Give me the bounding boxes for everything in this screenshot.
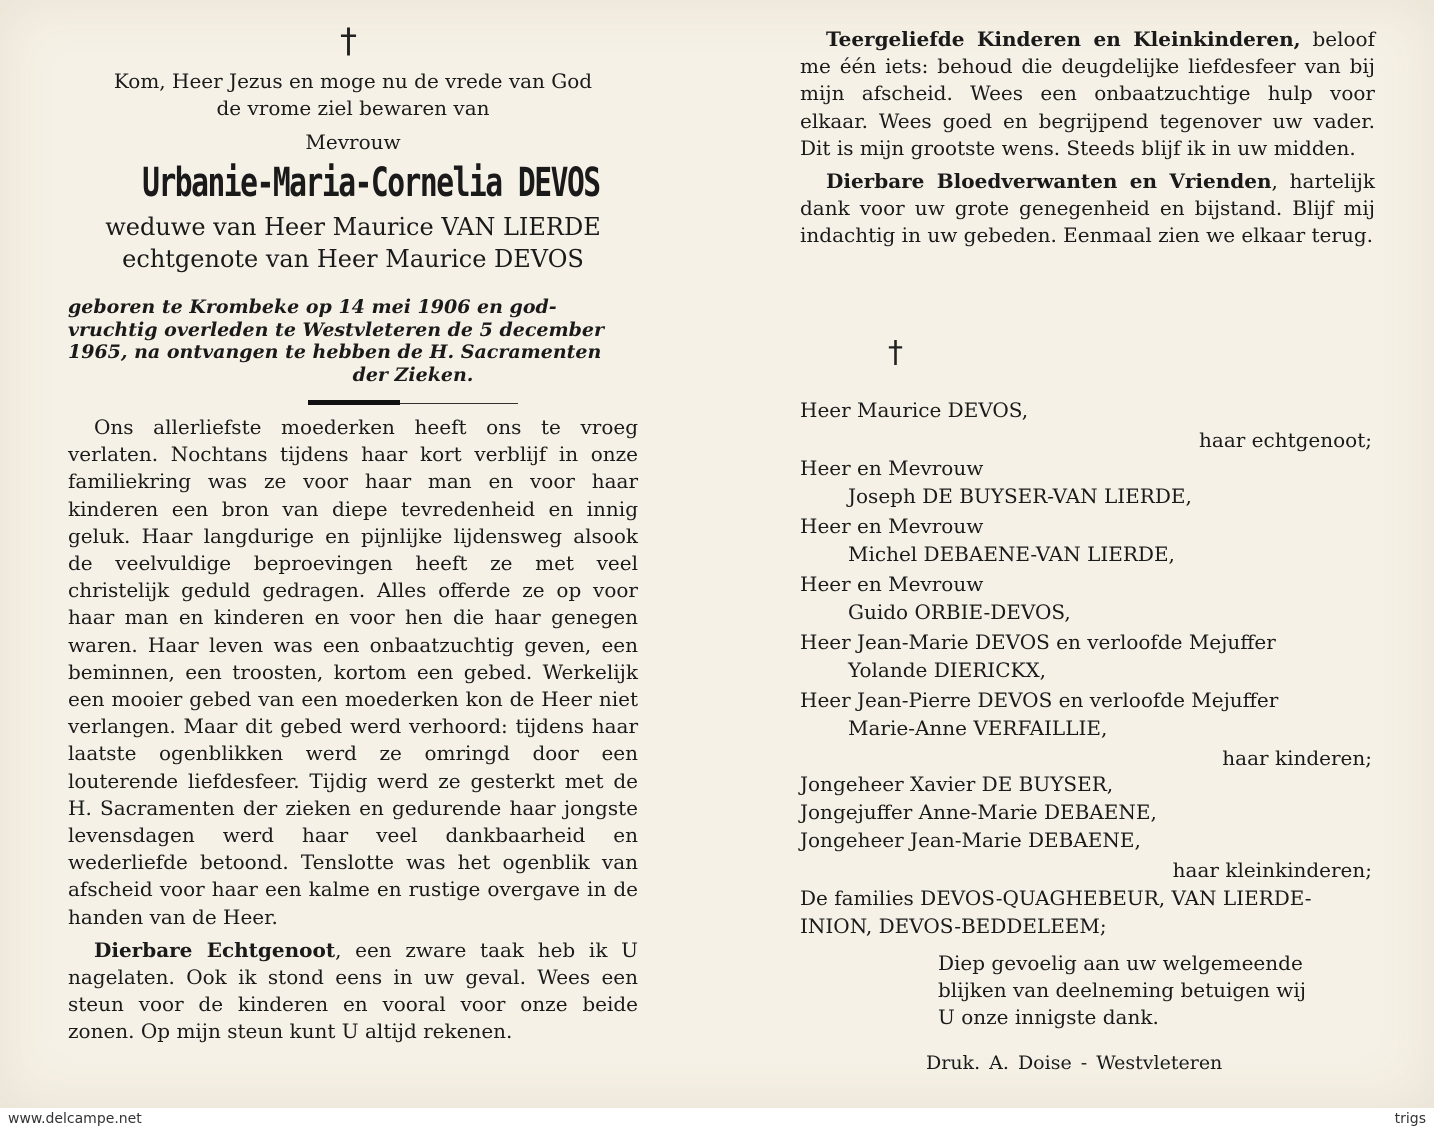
cross-icon-small: † [888,335,903,370]
thanks [938,950,1368,1032]
birth-line-2: vruchtig overleden te Westvleteren de 5 december [68,318,604,341]
birth-line-4: der Zieken. [352,363,474,386]
thanks-line-1: Diep gevoelig aan uw welgemeende [938,951,1303,975]
family-line: haar echtgenoot; [1199,428,1372,452]
family-line: Michel DEBAENE-VAN LIERDE, [848,542,1175,566]
spouse-line: echtgenote van Heer Maurice DEVOS [122,244,584,273]
relatives-paragraph [800,168,1375,250]
family-line: Heer Jean-Pierre DEVOS en verloofde Mejuffer [800,688,1279,712]
thanks-line-3: U onze innigste dank. [938,1005,1159,1030]
children-paragraph [800,26,1375,162]
birth-death-info [68,296,638,386]
spouse-heading: Dierbare Echtgenoot [94,937,336,962]
thanks-line-2: blijken van deelneming betuigen wij [938,978,1306,1003]
family-line: Heer en Mevrouw [800,572,984,596]
family-line: Jongeheer Jean-Marie DEBAENE, [800,828,1141,852]
family-line: Heer en Mevrouw [800,514,984,538]
family-line: Joseph DE BUYSER-VAN LIERDE, [848,484,1192,508]
family-line: Jongejuffer Anne-Marie DEBAENE, [800,800,1157,824]
spouse-paragraph [68,937,638,1046]
intro-line-2: de vrome ziel bewaren van [216,96,490,121]
printer [926,1050,1366,1077]
source-site: www.delcampe.net [8,1111,142,1127]
family-line: Guido ORBIE-DEVOS, [848,600,1071,624]
family-line: Marie-Anne VERFAILLIE, [848,716,1108,740]
relatives-text: , hartelijk dank voor uw grote genegenheid en bijstand. Blijf mij indachtig in uw gebeden. Eenmaal zien we elkaar terug. [800,169,1375,248]
family-line: Jongeheer Xavier DE BUYSER, [800,772,1114,796]
children-heading: Teergeliefde Kinderen en Kleinkinderen, [826,27,1301,51]
deceased-name: Urbanie-Maria-Cornelia DEVOS [142,159,600,206]
family-line: INION, DEVOS-BEDDELEEM; [800,914,1107,938]
family-line: Heer Maurice DEVOS, [800,398,1029,422]
family-line: haar kinderen; [1222,746,1372,770]
family-line: Heer Jean-Marie DEVOS en verloofde Mejuffer [800,630,1276,654]
family-line: De families DEVOS-QUAGHEBEUR, VAN LIERDE- [800,886,1312,910]
spouse-text: , een zware taak heb ik U nagelaten. Ook ik stond eens in uw geval. Wees een steun voor de kinderen en vooral voor onze beide zonen. Op mijn steun kunt U altijd rekenen. [68,937,638,1044]
body-text [68,414,638,1046]
birth-line-1: geboren te Krombeke op 14 mei 1906 en god- [68,296,557,318]
birth-line-3: 1965, na ontvangen te hebben de H. Sacramenten [68,341,602,363]
widow-line: weduwe van Heer Maurice VAN LIERDE [105,212,601,241]
family-line: haar kleinkinderen; [1172,858,1372,882]
cross-icon: † [340,21,357,61]
intro [68,68,638,275]
relatives-heading: Dierbare Bloedverwanten en Vrienden [826,169,1272,194]
children-text: beloof me één iets: behoud die deugdelijke liefdesfeer van bij mijn afscheid. Wees een onbaatzuchtige hulp voor elkaar. Wees goed en begrijpend tegenover uw vader. Dit is mijn grootste wens. Steeds blijf ik in uw midden. [800,27,1375,160]
message-section [800,26,1375,250]
family-line: Heer en Mevrouw [800,456,984,480]
family-line: Yolande DIERICKX, [848,658,1047,682]
intro-line-1: Kom, Heer Jezus en moge nu de vrede van God [113,69,593,93]
ornamental-divider [308,398,518,404]
watermark-footer [0,1108,1434,1131]
printer-line: Druk. A. Doise - Westvleteren [926,1052,1223,1074]
body-paragraph: Ons allerliefste moederken heeft ons te vroeg verlaten. Nochtans tijdens haar kort verblijf in onze familiekring was ze voor haar man en voor haar kinderen een bron van diepe tevredenheid en innig geluk. Haar langdurige en pijnlijke lijdensweg alsook de veelvuldige beproevingen heeft ze met veel christelijk geduld gedragen. Alles offerde ze op voor haar man en kinderen en voor hen die haar genegen waren. Haar leven was een onbaatzuchtig geven, een beminnen, een troosten, kortom een gebed. Werkelijk een mooier gebed van een moederken kon de Heer niet verlangen. Maar dit gebed werd verhoord: tijdens haar laatste ogenblikken werd ze omringd door een louterende liefdesfeer. Tijdig werd ze gesterkt met de H. Sacramenten der zieken en gedurende haar jongste levensdagen werd haar veel dankbaarheid en wederliefde betoond. Tenslotte was het ogenblik van afscheid voor haar een kalme en rustige overgave in de handen van de Heer. [68,415,638,929]
uploader: trigs [1394,1111,1426,1127]
title-prefix: Mevrouw [305,130,401,155]
